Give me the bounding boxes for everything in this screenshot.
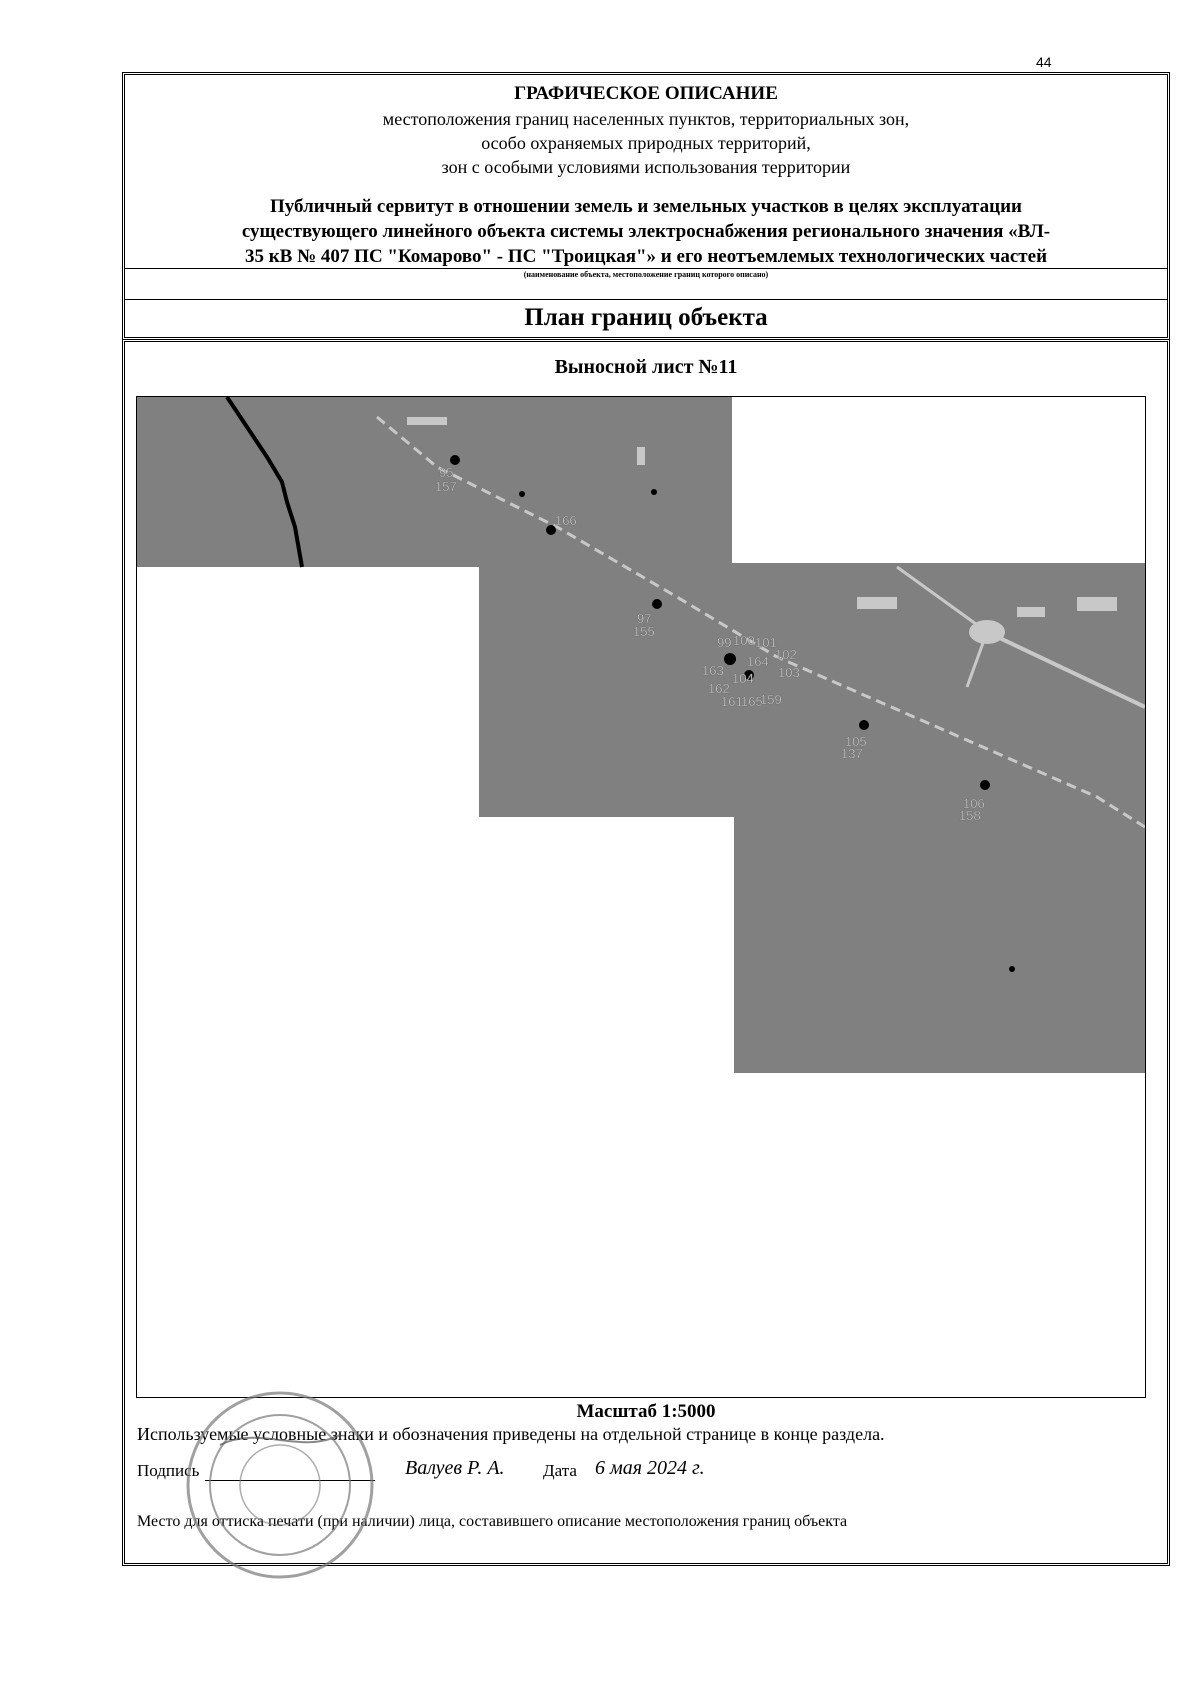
point-label: 157 — [435, 479, 457, 494]
object-note: (наименование объекта, местоположение границ которого описано) — [523, 270, 769, 279]
point-label: 162 — [708, 681, 730, 696]
point-label: 158 — [959, 808, 981, 823]
date-value: 6 мая 2024 г. — [595, 1457, 705, 1479]
page-number: 44 — [1036, 54, 1052, 70]
point-marker[interactable] — [1009, 966, 1015, 972]
point-label: 166 — [555, 513, 577, 528]
light-patch — [407, 417, 447, 425]
point-label: 99 — [717, 635, 732, 650]
point-label: 105 — [845, 734, 867, 749]
point-label: 97 — [637, 611, 652, 626]
subtitle-line: зон с особыми условиями использования территории — [441, 157, 851, 177]
point-marker[interactable] — [980, 780, 990, 790]
point-label: 163 — [702, 663, 724, 678]
plan-title: План границ объекта — [524, 304, 768, 331]
parcel-area — [137, 397, 1145, 1073]
sheet-frame — [122, 339, 1170, 1566]
point-marker[interactable] — [519, 491, 525, 497]
point-label: 104 — [732, 671, 754, 686]
point-label: 100 — [733, 633, 755, 648]
point-marker[interactable] — [651, 489, 657, 495]
point-label: 161 — [721, 694, 743, 709]
road-junction — [969, 620, 1005, 644]
point-marker[interactable] — [859, 720, 869, 730]
point-label: 106 — [963, 796, 985, 811]
point-label: 165 — [741, 694, 763, 709]
object-line: 35 кВ № 407 ПС "Комарово" - ПС "Троицкая"» и его неотъемлемых технологических частей — [244, 246, 1048, 267]
point-label: 164 — [747, 654, 769, 669]
signer-name: Валуев Р. А. — [405, 1457, 505, 1479]
point-marker[interactable] — [450, 455, 460, 465]
header-frame — [122, 72, 1170, 340]
divider — [125, 299, 1167, 300]
point-label: 103 — [778, 665, 800, 680]
light-patch — [857, 597, 897, 609]
stamp-place-text: Место для оттиска печати (при наличии) лица, составившего описание местоположения границ объекта — [137, 1513, 848, 1530]
point-marker[interactable] — [652, 599, 662, 609]
point-label: 155 — [633, 624, 655, 639]
object-line: Публичный сервитут в отношении земель и земельных участков в целях эксплуатации — [270, 196, 1022, 217]
point-label: 159 — [760, 692, 782, 707]
point-marker[interactable] — [724, 653, 736, 665]
signature-label: Подпись — [137, 1461, 200, 1480]
point-label: 101 — [755, 635, 777, 650]
map-view[interactable] — [136, 396, 1146, 1398]
divider — [125, 268, 1167, 269]
point-label: 95 — [439, 465, 454, 480]
seal-stamp — [180, 1385, 380, 1585]
light-patch — [1017, 607, 1045, 617]
document-title: ГРАФИЧЕСКОЕ ОПИСАНИЕ — [514, 83, 778, 104]
sheet-title: Выносной лист №11 — [554, 356, 738, 378]
date-label: Дата — [543, 1461, 577, 1480]
subtitle-line: особо охраняемых природных территорий, — [481, 133, 811, 153]
map-canvas — [137, 397, 1145, 1397]
subtitle-line: местоположения границ населенных пунктов, территориальных зон, — [382, 109, 910, 129]
legend-note: Используемые условные знаки и обозначения приведены на отдельной странице в конце раздела. — [137, 1424, 885, 1444]
map-scale: Масштаб 1:5000 — [576, 1401, 716, 1422]
point-label: 102 — [775, 647, 797, 662]
light-patch — [1077, 597, 1117, 611]
light-patch — [637, 447, 645, 465]
object-name — [155, 194, 1137, 269]
object-line: существующего линейного объекта системы электроснабжения регионального значения «ВЛ- — [241, 221, 1051, 242]
point-label: 137 — [841, 746, 863, 761]
